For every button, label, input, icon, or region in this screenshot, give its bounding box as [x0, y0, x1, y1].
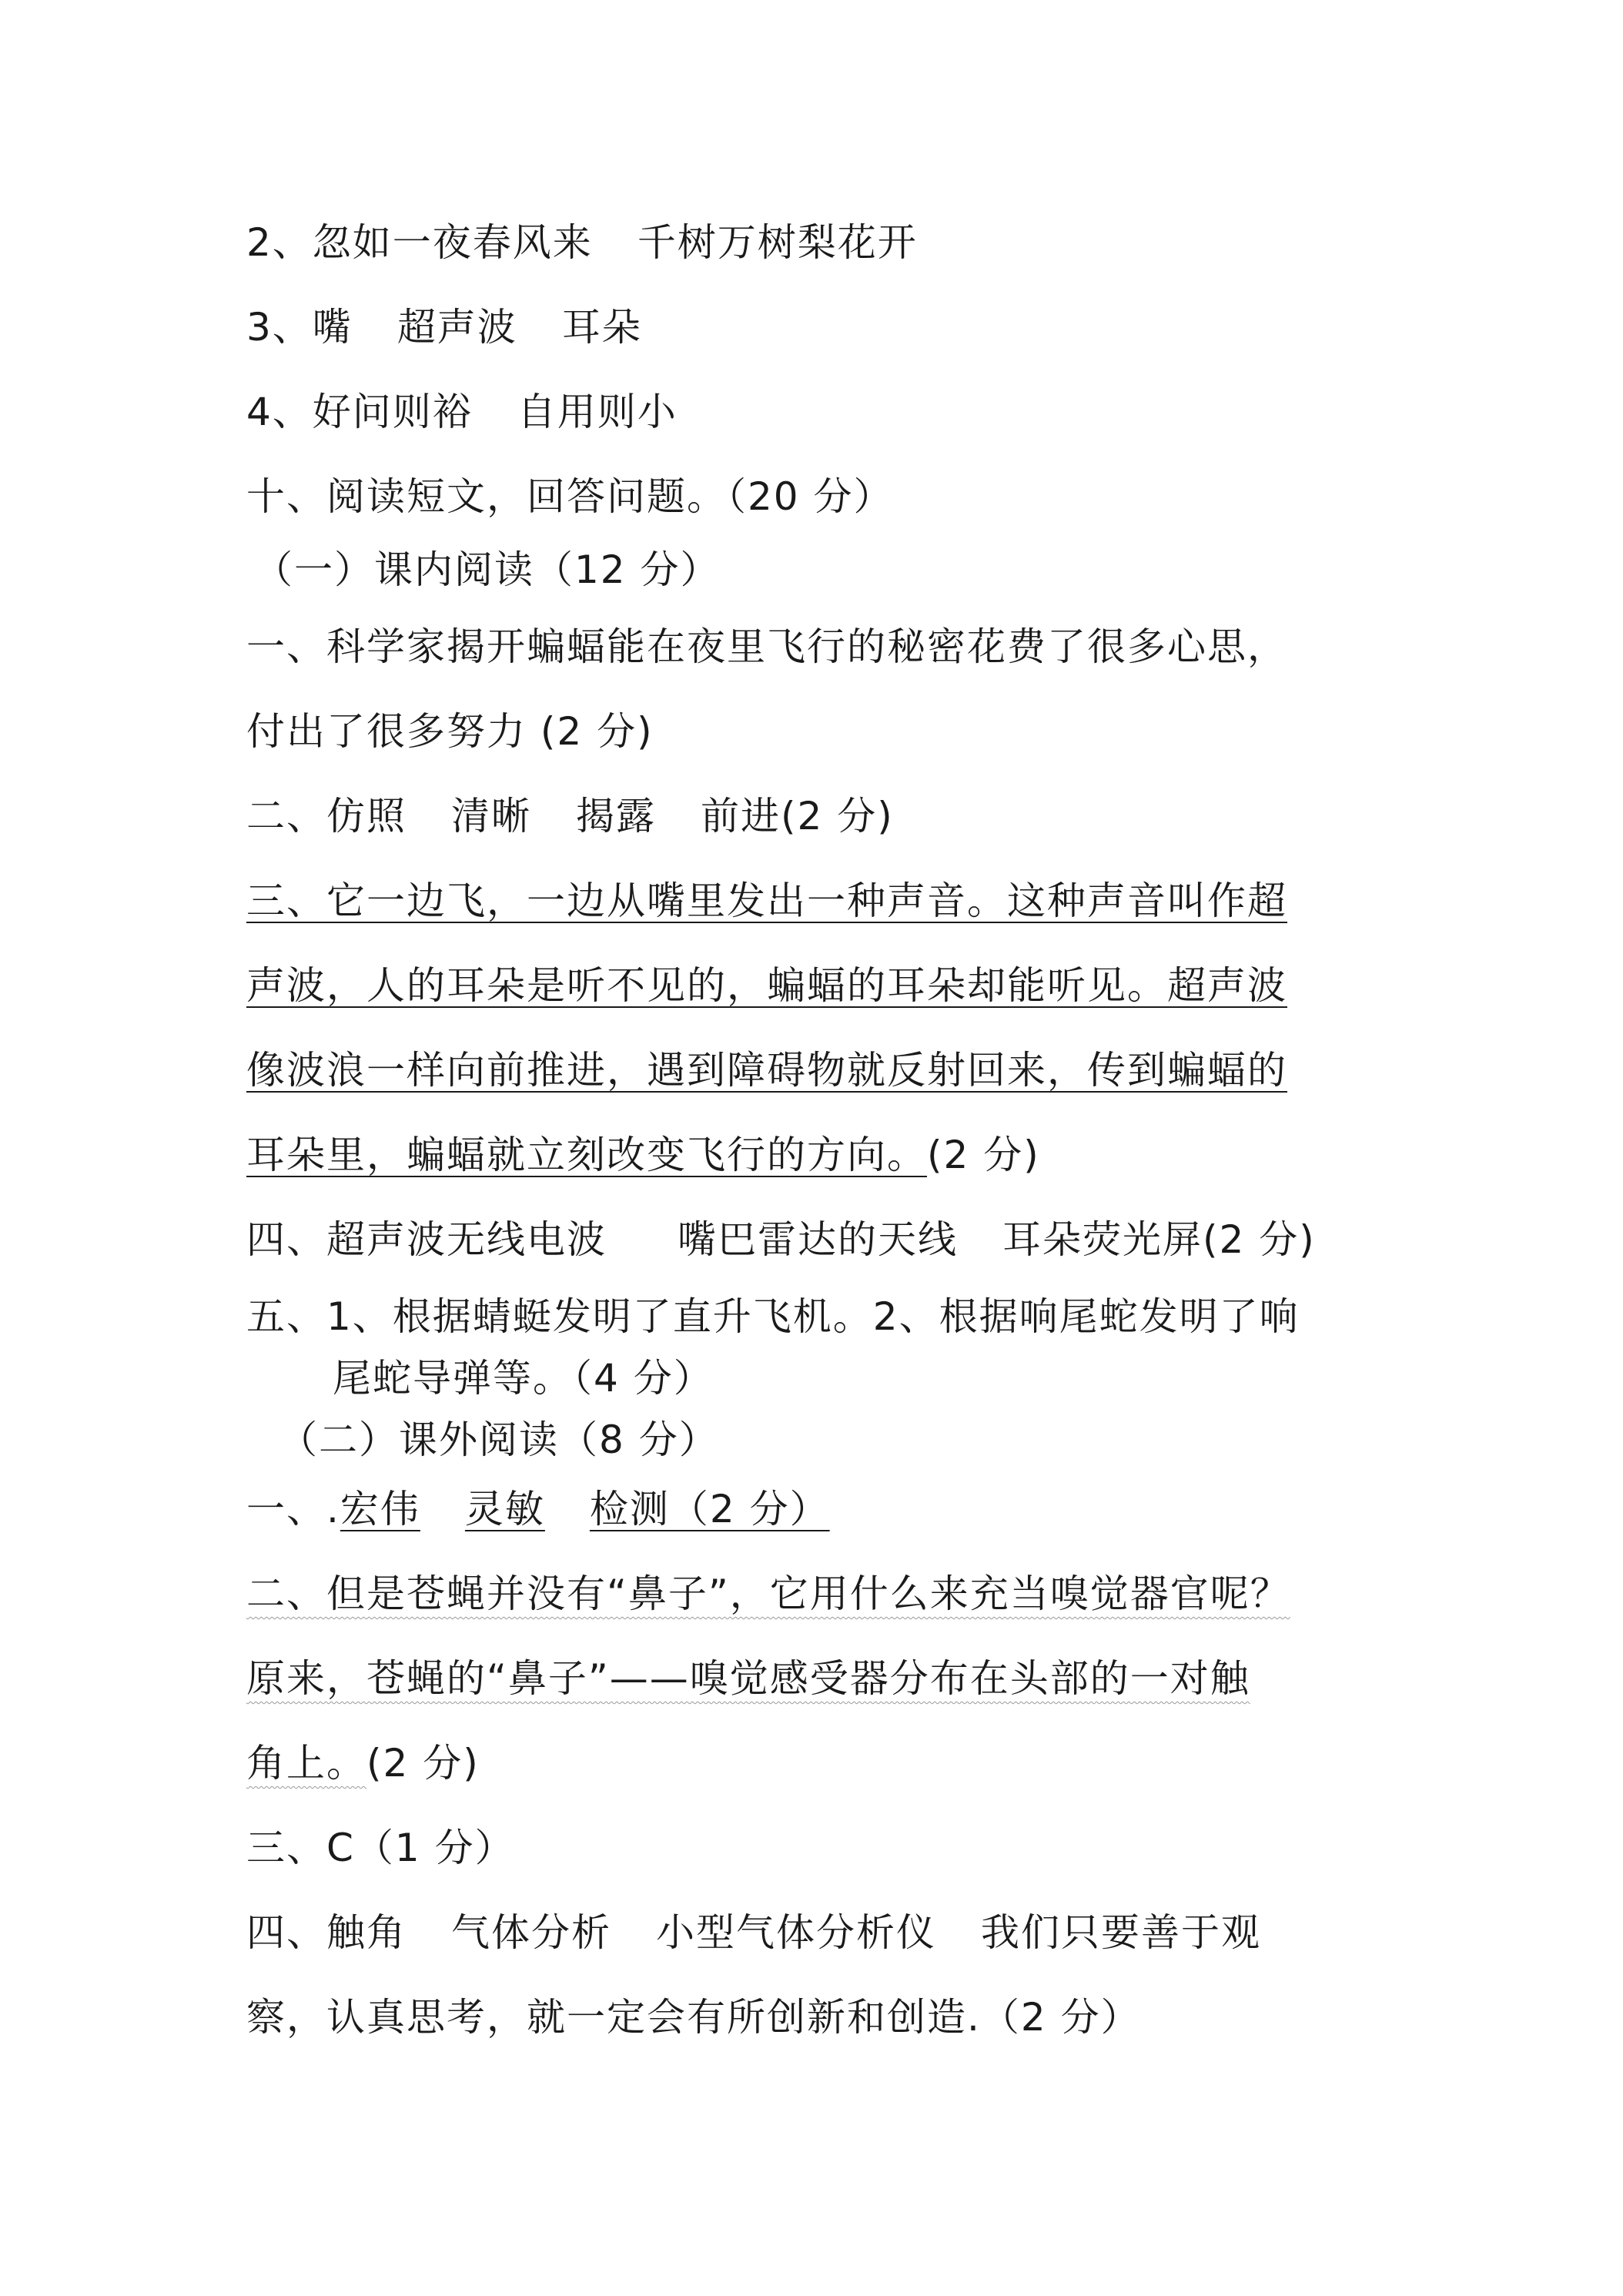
reading-answer-4	[246, 1217, 1386, 1263]
answer-line-2	[246, 219, 1386, 266]
subsection-two-heading-text: （二）课外阅读（8 分）	[279, 1417, 719, 1462]
extra-answer-2-text3: 角上。	[246, 1741, 366, 1786]
reading-answer-1-text1: 一、科学家揭开蝙蝠能在夜里飞行的秘密花费了很多心思，	[246, 624, 1287, 669]
extra-reading-answer-3	[246, 1825, 1386, 1871]
answer-3-part2: 超声波	[397, 305, 517, 350]
section-ten-heading-text: 十、阅读短文，回答问题。（20 分）	[246, 474, 894, 519]
subsection-one-heading-text: （一）课内阅读（12 分）	[254, 547, 721, 592]
reading-answer-2-part4: 前进(2 分)	[701, 794, 894, 838]
extra-answer-1-part2: 灵敏	[464, 1487, 545, 1531]
reading-answer-1-line2	[246, 708, 1386, 755]
reading-answer-5-text2: 尾蛇导弹等。（4 分）	[333, 1356, 714, 1401]
answer-3-part3: 耳朵	[561, 305, 642, 350]
reading-answer-3-line2	[246, 962, 1386, 1009]
reading-answer-5-text1: 五、1、根据蜻蜓发明了直升飞机。2、根据响尾蛇发明了响	[246, 1294, 1300, 1339]
reading-answer-4-part3: 耳朵荧光屏(2 分)	[1002, 1217, 1316, 1262]
extra-reading-answer-2-line2	[246, 1655, 1386, 1702]
reading-answer-2-part3: 揭露	[576, 794, 656, 838]
reading-answer-5-line1	[246, 1294, 1386, 1340]
reading-answer-3-text4: 耳朵里，蝙蝠就立刻改变飞行的方向。	[246, 1133, 927, 1177]
reading-answer-5-line2	[333, 1355, 1472, 1401]
reading-answer-1-line1	[246, 624, 1386, 670]
reading-answer-4-part2: 嘴巴雷达的天线	[678, 1217, 958, 1262]
extra-answer-4-text2: 察，认真思考，就一定会有所创新和创造.（2 分）	[246, 1995, 1141, 2040]
section-ten-heading	[246, 474, 1386, 520]
reading-answer-3-score: (2 分)	[927, 1133, 1040, 1177]
answer-line-3	[246, 304, 1386, 350]
reading-answer-3-line4	[246, 1132, 1386, 1178]
extra-answer-4-part1: 四、触角	[246, 1910, 407, 1955]
answer-2-part1: 2、忽如一夜春风来	[246, 220, 593, 265]
extra-answer-4-part3: 小型气体分析仪	[656, 1910, 936, 1955]
reading-answer-3-text2: 声波，人的耳朵是听不见的，蝙蝠的耳朵却能听见。超声波	[246, 963, 1287, 1008]
subsection-two-heading	[279, 1417, 1418, 1463]
reading-answer-2-part2: 清晰	[451, 794, 531, 838]
reading-answer-3-text1: 三、它一边飞，一边从嘴里发出一种声音。这种声音叫作超	[246, 879, 1287, 923]
reading-answer-1-text2: 付出了很多努力 (2 分)	[246, 709, 654, 754]
reading-answer-3-line3	[246, 1047, 1386, 1093]
extra-reading-answer-4-line2	[246, 1994, 1386, 2040]
reading-answer-3-text3: 像波浪一样向前推进，遇到障碍物就反射回来，传到蝙蝠的	[246, 1048, 1287, 1093]
subsection-one-heading	[254, 547, 1394, 593]
extra-answer-1-prefix: 一、.	[246, 1487, 340, 1531]
extra-answer-2-text2: 原来，苍蝇的“鼻子”——嗅觉感受器分布在头部的一对触	[246, 1656, 1250, 1701]
extra-reading-answer-2-line3	[246, 1740, 1386, 1786]
extra-answer-4-part2: 气体分析	[451, 1910, 611, 1955]
extra-reading-answer-4-line1	[246, 1909, 1386, 1956]
answer-4-part1: 4、好问则裕	[246, 390, 473, 434]
reading-answer-3-line1	[246, 878, 1386, 924]
reading-answer-2	[246, 793, 1386, 839]
reading-answer-2-part1: 二、仿照	[246, 794, 407, 838]
extra-answer-4-part4: 我们只要善于观	[981, 1910, 1261, 1955]
answer-3-part1: 3、嘴	[246, 305, 353, 350]
extra-answer-1-part3: 检测（2 分）	[589, 1487, 830, 1531]
extra-answer-2-score: (2 分)	[366, 1741, 480, 1786]
answer-line-4	[246, 389, 1386, 435]
extra-answer-2-text1: 二、但是苍蝇并没有“鼻子”，它用什么来充当嗅觉器官呢？	[246, 1571, 1290, 1616]
extra-reading-answer-2-line1	[246, 1571, 1386, 1617]
answer-2-part2: 千树万树梨花开	[637, 220, 918, 265]
answer-4-part2: 自用则小	[517, 390, 678, 434]
reading-answer-4-part1: 四、超声波无线电波	[246, 1217, 607, 1262]
extra-answer-3-text: 三、C（1 分）	[246, 1826, 515, 1870]
extra-answer-1-part1: 宏伟	[340, 1487, 420, 1531]
extra-reading-answer-1	[246, 1486, 1386, 1532]
